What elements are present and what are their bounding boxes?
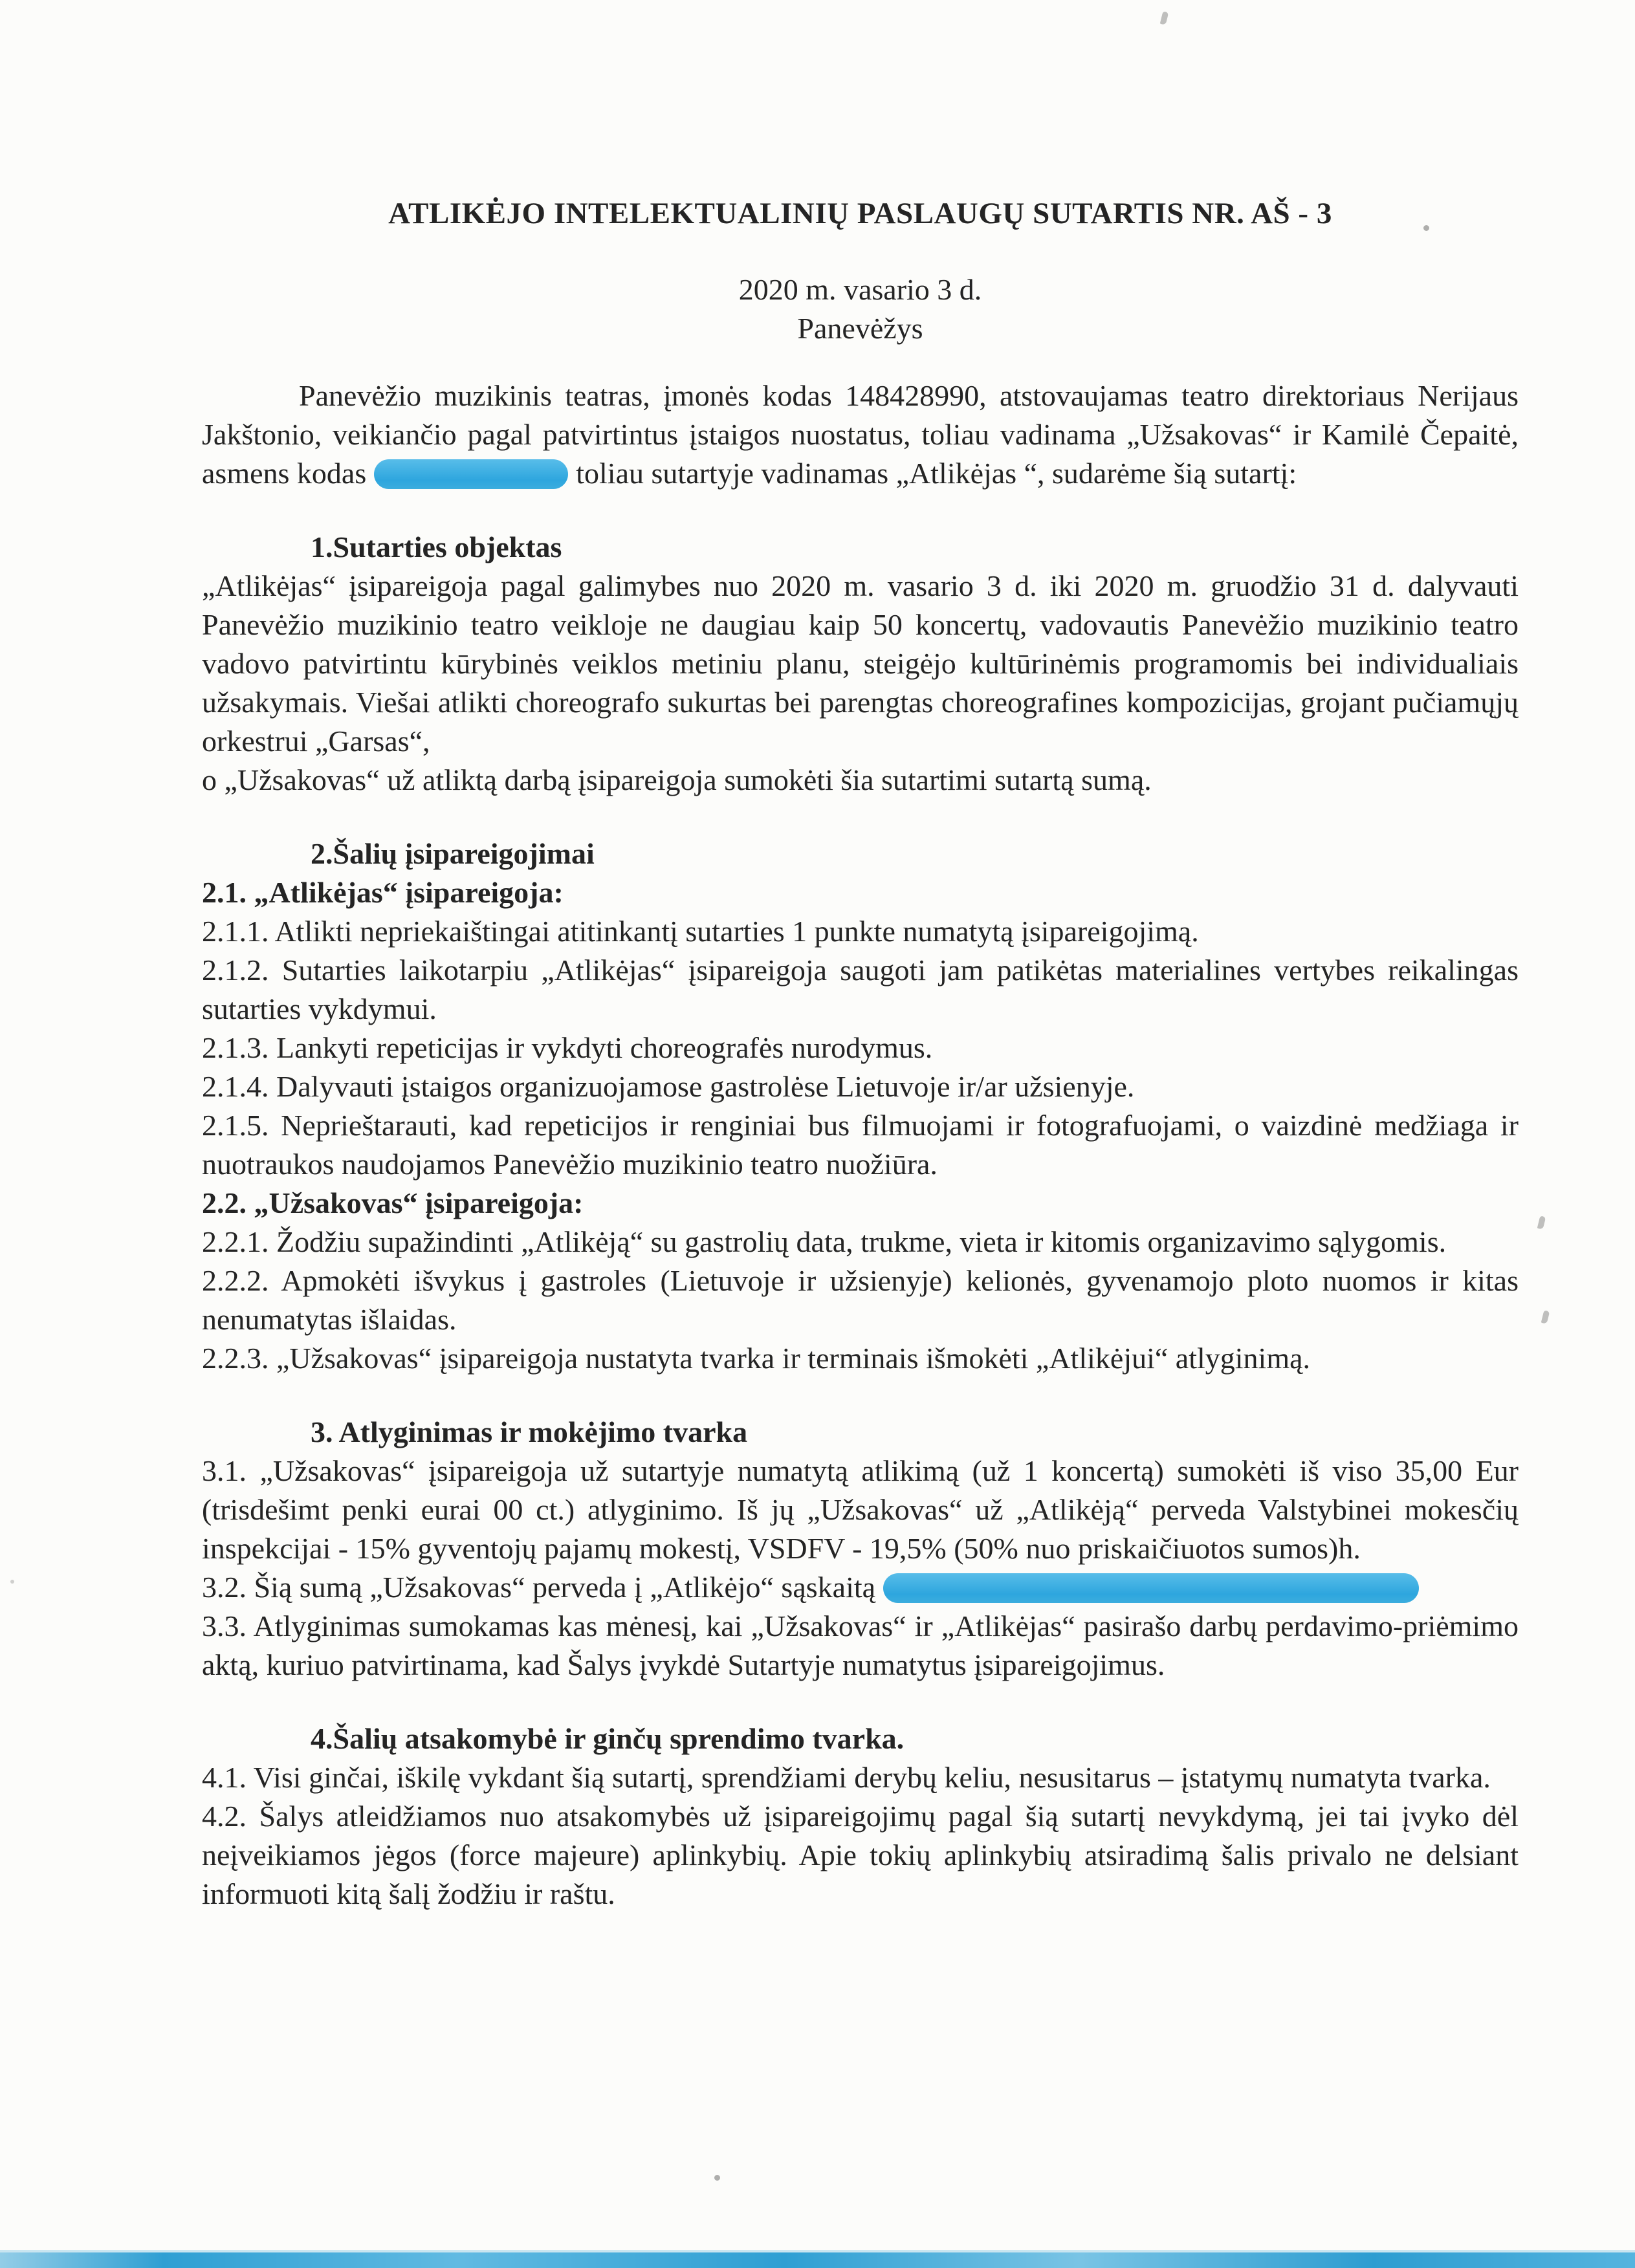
clause-4-1: 4.1. Visi ginčai, iškilę vykdant šią sutartį, sprendžiami derybų keliu, nesusitarus – įstatymų numatyta tvarka. xyxy=(202,1761,1491,1794)
clause-2-2-2: 2.2.2. Apmokėti išvykus į gastroles (Lietuvoje ir užsienyje) kelionės, gyvenamojo ploto nuomos ir kitas nenumatytas išlaidas. xyxy=(202,1264,1519,1336)
document-title: ATLIKĖJO INTELEKTUALINIŲ PASLAUGŲ SUTARTIS NR. AŠ - 3 xyxy=(388,197,1332,230)
document-date: 2020 m. vasario 3 d. xyxy=(738,273,982,306)
personal-code-redaction-bar xyxy=(374,459,568,489)
scan-speck-title-right xyxy=(1423,225,1429,231)
document-city: Panevėžys xyxy=(797,312,923,345)
scan-speck-top xyxy=(1160,11,1169,25)
section-2-heading: 2.Šalių įsipareigojimai xyxy=(311,837,595,870)
clause-2-1-5: 2.1.5. Neprieštarauti, kad repeticijos ir renginiai bus filmuojami ir fotografuojami, o vaizdinė medžiaga ir nuotraukos naudojamos Panevėžio muzikinio teatro nuožiūra. xyxy=(202,1109,1519,1181)
clause-2-1-4: 2.1.4. Dalyvauti įstaigos organizuojamose gastrolėse Lietuvoje ir/ar užsienyje. xyxy=(202,1070,1135,1103)
clause-2-2-3: 2.2.3. „Užsakovas“ įsipareigoja nustatyta tvarka ir terminais išmokėti „Atlikėjui“ atlyginimą. xyxy=(202,1342,1311,1375)
clause-3-1: 3.1. „Užsakovas“ įsipareigoja už sutartyje numatytą atlikimą (už 1 koncertą) sumokėti iš viso 35,00 Eur (trisdešimt penki eurai 00 ct.) atlyginimo. Iš jų „Užsakovas“ už „Atlikėją“ perveda Valstybinei mokesčių inspekcijai - 15% gyventojų pajamų mokestį, VSDFV - 19,5% (50% nuo priskaičiuotos sumos)h. xyxy=(202,1454,1519,1565)
section-1-heading: 1.Sutarties objektas xyxy=(311,530,562,563)
scan-speck-margin-2 xyxy=(1541,1310,1550,1324)
clause-2-1-1: 2.1.1. Atlikti nepriekaištingai atitinkantį sutarties 1 punkte numatytą įsipareigojimą. xyxy=(202,915,1199,948)
clause-2-2-1: 2.2.1. Žodžiu supažindinti „Atlikėją“ su gastrolių data, trukme, vieta ir kitomis organizavimo sąlygomis. xyxy=(202,1225,1447,1258)
intro-paragraph xyxy=(202,376,1519,493)
clause-2-1-2: 2.1.2. Sutarties laikotarpiu „Atlikėjas“ įsipareigoja saugoti jam patikėtas materialines vertybes reikalingas sutarties vykdymui. xyxy=(202,954,1519,1025)
clause-2-1-3: 2.1.3. Lankyti repeticijas ir vykdyti choreografės nurodymus. xyxy=(202,1031,933,1064)
clause-2-1: 2.1. „Atlikėjas“ įsipareigoja: xyxy=(202,876,564,909)
intro-text-after-redaction: toliau sutartyje vadinamas „Atlikėjas “, sudarėme šią sutartį: xyxy=(576,457,1297,490)
section-4-heading: 4.Šalių atsakomybė ir ginčų sprendimo tvarka. xyxy=(311,1722,905,1755)
clause-3-2-text: 3.2. Šią sumą „Užsakovas“ perveda į „Atlikėjo“ sąskaitą xyxy=(202,1571,876,1604)
scan-speck-bottom xyxy=(714,2175,720,2181)
scanner-edge-artifact xyxy=(0,2252,1635,2268)
clause-1-paragraph-1: „Atlikėjas“ įsipareigoja pagal galimybes nuo 2020 m. vasario 3 d. iki 2020 m. gruodžio 31 d. dalyvauti Panevėžio muzikinio teatro veikloje ne daugiau kaip 50 koncertų, vadovautis Panevėžio muzikinio teatro vadovo patvirtintu kūrybinės veiklos metiniu planu, steigėjo kultūrinėmis programomis bei individualiais užsakymais. Viešai atlikti choreografo sukurtas bei parengtas choreografines kompozicijas, grojant pučiamųjų orkestrui „Garsas“, xyxy=(202,569,1519,758)
clause-2-2: 2.2. „Užsakovas“ įsipareigoja: xyxy=(202,1186,584,1219)
clause-3-3: 3.3. Atlyginimas sumokamas kas mėnesį, kai „Užsakovas“ ir „Atlikėjas“ pasirašo darbų perdavimo-priėmimo aktą, kuriuo patvirtinama, kad Šalys įvykdė Sutartyje numatytus įsipareigojimus. xyxy=(202,1609,1519,1681)
account-number-redaction-bar xyxy=(883,1573,1419,1603)
scan-speck-margin-1 xyxy=(1537,1216,1546,1230)
clause-1-paragraph-2: o „Užsakovas“ už atliktą darbą įsipareigoja sumokėti šia sutartimi sutartą sumą. xyxy=(202,763,1152,796)
clause-3-2 xyxy=(202,1568,1519,1607)
clause-4-2: 4.2. Šalys atleidžiamos nuo atsakomybės už įsipareigojimų pagal šią sutartį nevykdymą, jei tai įvyko dėl neįveikiamos jėgos (force majeure) aplinkybių. Apie tokių aplinkybių atsiradimą šalis privalo ne delsiant informuoti kitą šalį žodžiu ir raštu. xyxy=(202,1800,1519,1910)
intro-text-before-redaction: Panevėžio muzikinis teatras, įmonės kodas 148428990, atstovaujamas teatro direktoriaus Nerijaus Jakštonio, veikiančio pagal patvirtintus įstaigos nuostatus, toliau vadinama „Užsakovas“ ir Kamilė Čepaitė, asmens kodas xyxy=(202,379,1519,490)
section-3-heading: 3. Atlyginimas ir mokėjimo tvarka xyxy=(311,1415,748,1448)
scan-speck-left-margin xyxy=(10,1580,14,1584)
